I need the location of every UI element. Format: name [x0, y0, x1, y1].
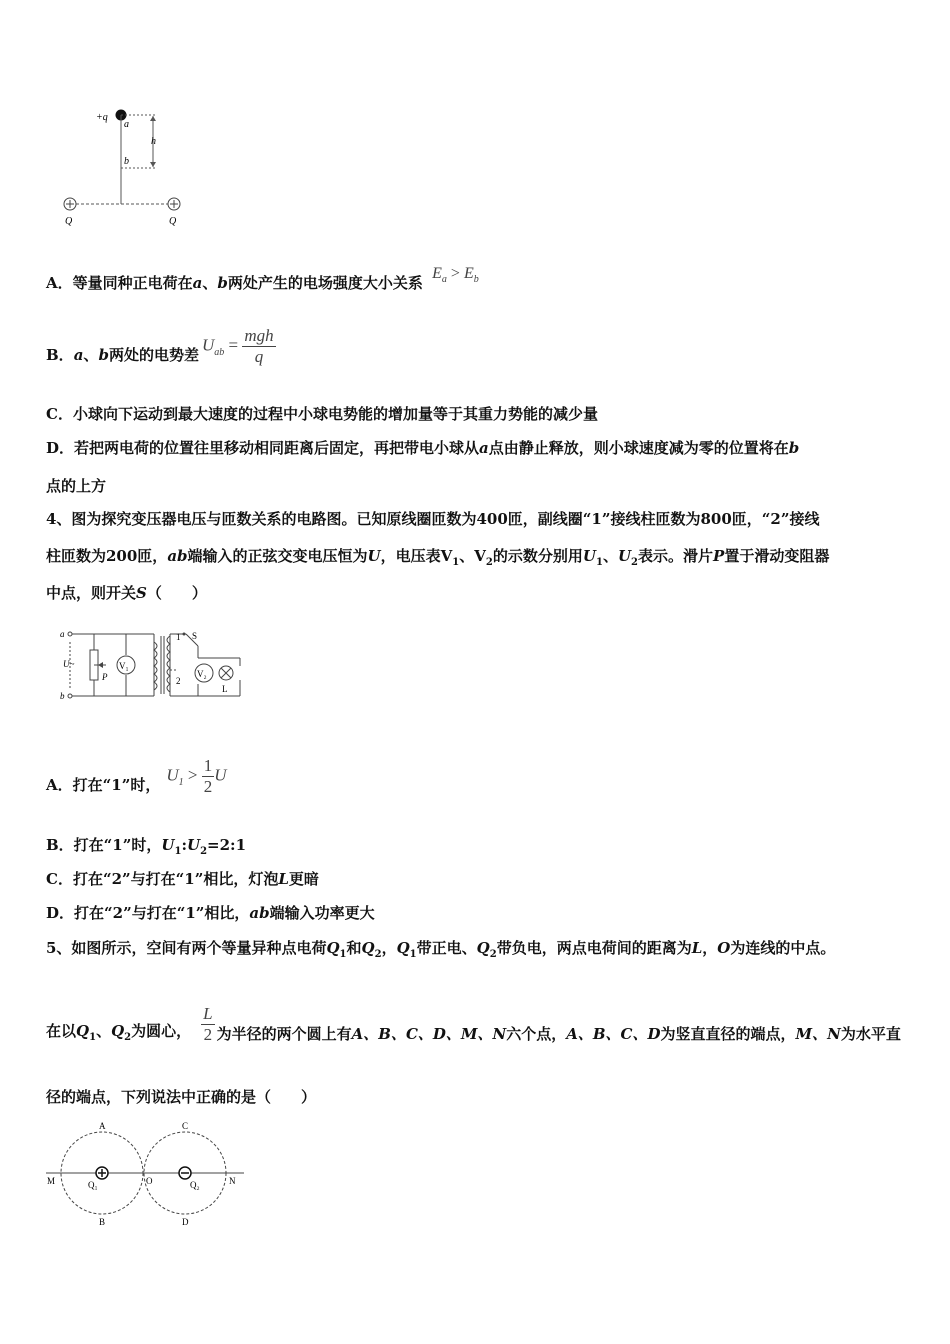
label-M: M	[47, 1176, 56, 1186]
formula-u1-gt-half-u: $U_1$ > $\frac{1}{2}$ U	[166, 755, 227, 796]
label-S: S	[192, 631, 198, 641]
label-C: C	[182, 1121, 189, 1131]
q5-stem-line2: 在以$Q_1$、$Q_2$为圆心， $\frac{L}{2}$ 为半径的两个圆上有A、B、C、D、M、N六个点，A、B、C、D为竖直直径的端点，M、N为水平直	[46, 1003, 901, 1044]
label-u-input: U~	[63, 659, 75, 669]
q3-option-d: D．若把两电荷的位置往里移动相同距离后固定，再把带电小球从a点由静止释放，则小球速度减为零的位置将在b	[46, 439, 800, 457]
q4-stem-line3: 中点，则开关S（ ）	[46, 584, 207, 602]
label-point-b: b	[124, 156, 129, 167]
figure-charge-height	[40, 100, 200, 235]
label-a: a	[60, 629, 65, 639]
figure-transformer-circuit	[58, 622, 248, 707]
q3-option-a: A．等量同种正电荷在a、b两处产生的电场强度大小关系 $E_a > E_b$	[46, 265, 479, 292]
label-A: A	[99, 1121, 106, 1131]
label-V2: V₂	[197, 669, 207, 679]
formula-uab: $U_{ab}$ = $\frac{\text{mgh}}{q}$	[201, 325, 274, 366]
q5-stem-line3: 径的端点，下列说法中正确的是（ ）	[46, 1088, 317, 1106]
label-B: B	[99, 1217, 106, 1227]
label-Q2: Q₂	[190, 1180, 200, 1190]
q5-stem-line1: 5、如图所示，空间有两个等量异种点电荷$Q_1$和$Q_2$，$Q_1$带正电、$Q_2$带负电，两点电荷间的距离为L，O为连线的中点。	[46, 939, 836, 960]
label-L: L	[222, 684, 228, 694]
label-point-a: a	[124, 119, 129, 130]
q4-option-d: D．打在“2”与打在“1”相比，ab端输入功率更大	[46, 904, 375, 922]
formula-ea-gt-eb: $E_a > E_b$	[432, 265, 479, 286]
q4-option-b: B．打在“1”时，$U_1:U_2=2:1$	[46, 836, 247, 857]
q4-stem-line2: 柱匝数为200匝，ab端输入的正弦交变电压恒为U，电压表$V_1$、$V_2$的示数分别用$U_1$、$U_2$表示。滑片P置于滑动变阻器	[46, 547, 830, 568]
q3-option-b: B．a、b两处的电势差 $U_{ab}$ = $\frac{\text{mgh}}{q}$	[46, 325, 274, 366]
q4-stem-line1: 4、图为探究变压器电压与匝数关系的电路图。已知原线圈匝数为400匝，副线圈“1”接线柱匝数为800匝，“2”接线	[46, 510, 820, 528]
figure-two-circles	[40, 1118, 250, 1230]
label-terminal-1: 1	[176, 632, 181, 642]
label-Q1: Q₁	[88, 1180, 98, 1190]
label-Q-left: Q	[65, 216, 73, 227]
label-O: O	[146, 1176, 153, 1186]
formula-l-over-2: $\frac{L}{2}$	[203, 1003, 213, 1044]
label-Q-right: Q	[169, 216, 177, 227]
q3-option-c: C．小球向下运动到最大速度的过程中小球电势能的增加量等于其重力势能的减少量	[46, 405, 598, 423]
label-h: h	[151, 136, 156, 147]
label-P: P	[102, 672, 108, 682]
label-V1: V₁	[119, 661, 129, 671]
label-plus-q: +q	[96, 112, 108, 123]
q3-option-d-cont: 点的上方	[46, 477, 107, 495]
label-terminal-2: 2	[176, 676, 181, 686]
label-b: b	[60, 691, 65, 701]
q4-option-c: C．打在“2”与打在“1”相比，灯泡L更暗	[46, 870, 319, 888]
label-N: N	[229, 1176, 236, 1186]
label-D: D	[182, 1217, 189, 1227]
q4-option-a: A．打在“1”时， $U_1$ > $\frac{1}{2}$ U	[46, 755, 227, 796]
